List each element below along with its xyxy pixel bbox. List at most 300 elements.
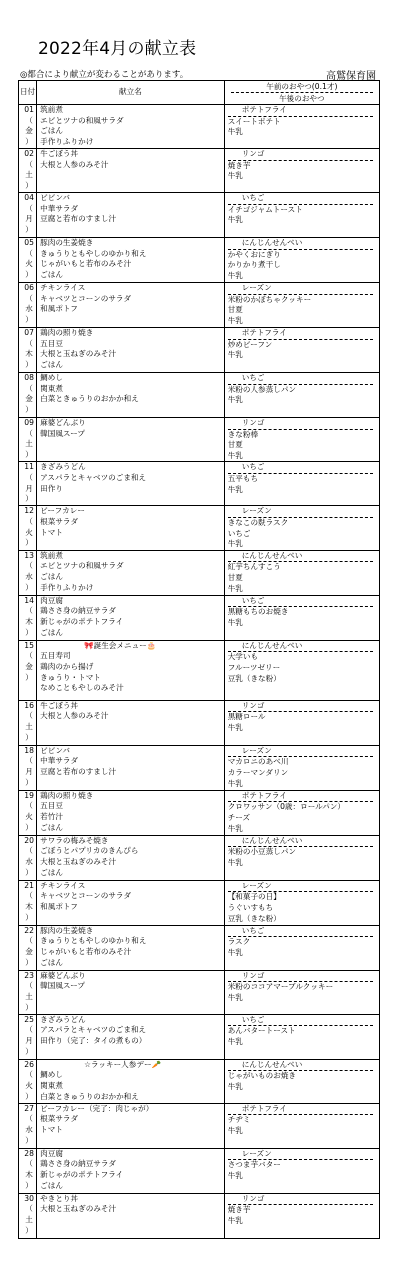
paren-open: （ <box>25 293 33 303</box>
paren-close: ） <box>25 1135 33 1145</box>
snack-pm: イチゴジャムトースト <box>227 204 303 214</box>
snack-cell <box>224 462 379 506</box>
snack-am: いちご <box>228 596 373 608</box>
snack-cell <box>224 283 379 328</box>
snack-am: いちご <box>228 373 373 385</box>
snack-pm: 牛乳 <box>227 450 243 460</box>
paren-open: （ <box>25 383 33 393</box>
paren-open: （ <box>25 1025 33 1035</box>
menu-row <box>19 880 380 925</box>
date-cell <box>19 925 37 970</box>
snack-pm: きな粉棒 <box>227 429 259 439</box>
snack-pm: 焼き芋 <box>227 160 251 170</box>
menu-cell <box>37 745 225 790</box>
menu-cell <box>37 193 225 238</box>
menu-item: エビとツナの和風サラダ <box>40 561 124 571</box>
snack-cell <box>224 506 379 550</box>
snack-cell <box>224 790 379 835</box>
menu-item: きざみうどん <box>40 1014 86 1024</box>
paren-open: （ <box>25 936 33 946</box>
snack-am: いちご <box>228 1015 373 1027</box>
snack-am: いちご <box>228 462 373 474</box>
snack-pm: 牛乳 <box>227 171 243 181</box>
date-cell <box>19 193 37 238</box>
date-cell <box>19 105 37 149</box>
menu-cell <box>37 595 225 640</box>
menu-item: チキンライス <box>40 880 86 890</box>
menu-item: 牛ごぼう丼 <box>40 149 79 158</box>
menu-row <box>19 595 380 640</box>
snack-cell <box>224 970 379 1014</box>
day-of-week: 水 <box>25 571 33 581</box>
snack-pm: 牛乳 <box>227 1125 243 1135</box>
menu-item: エビとツナの和風サラダ <box>40 115 124 125</box>
menu-item: 豆腐と若布のすまし汁 <box>40 766 117 776</box>
menu-cell <box>37 1148 225 1193</box>
day-of-week: 火 <box>25 1080 33 1090</box>
menu-row <box>19 149 380 193</box>
day-number: 21 <box>24 880 34 890</box>
menu-row <box>19 1014 380 1059</box>
menu-row <box>19 745 380 790</box>
day-number: 07 <box>24 328 34 337</box>
menu-row <box>19 790 380 835</box>
paren-open: （ <box>25 159 33 169</box>
menu-row <box>19 835 380 880</box>
paren-close: ） <box>25 1180 33 1190</box>
day-number: 18 <box>24 745 34 755</box>
paren-open: （ <box>25 338 33 348</box>
menu-cell <box>37 700 225 745</box>
day-of-week: 土 <box>25 1214 33 1224</box>
menu-item: 大根と玉ねぎのみそ汁 <box>40 349 117 359</box>
paren-open: （ <box>25 1114 33 1124</box>
menu-item: ごはん <box>40 822 63 832</box>
menu-item: 麻婆どんぶり <box>40 970 86 980</box>
paren-close: ） <box>25 582 33 592</box>
day-of-week: 水 <box>25 1124 33 1134</box>
snack-am: にんじんせんべい <box>228 551 373 563</box>
menu-item: 筑前煮 <box>40 550 63 560</box>
date-cell <box>19 640 37 700</box>
menu-cell <box>37 328 225 373</box>
paren-close: ） <box>25 269 33 279</box>
paren-open: （ <box>25 1204 33 1214</box>
paren-open: （ <box>25 203 33 213</box>
snack-cell <box>224 149 379 193</box>
menu-row <box>19 283 380 328</box>
menu-item: ごはん <box>40 957 63 967</box>
day-number: 09 <box>24 418 34 427</box>
snack-pm: 牛乳 <box>227 270 243 280</box>
menu-cell <box>37 640 225 700</box>
snack-pm: 牛乳 <box>227 1036 243 1046</box>
paren-open: （ <box>25 711 33 721</box>
snack-pm: 牛乳 <box>227 127 243 137</box>
date-cell <box>19 880 37 925</box>
paren-close: ） <box>25 672 33 682</box>
paren-open: （ <box>25 1159 33 1169</box>
menu-item: 根菜サラダ <box>40 1114 79 1124</box>
snack-pm: 牛乳 <box>227 315 243 325</box>
menu-item: キャベツとコーンのサラダ <box>40 293 132 303</box>
day-of-week: 水 <box>25 856 33 866</box>
menu-item: トマト <box>40 1124 63 1134</box>
snack-pm: 米粉の人参蒸しパン <box>227 384 297 394</box>
date-cell <box>19 1103 37 1148</box>
day-of-week: 水 <box>25 304 33 314</box>
paren-close: ） <box>25 494 33 504</box>
snack-cell <box>224 193 379 238</box>
snack-am: レーズン <box>228 283 373 295</box>
menu-cell <box>37 506 225 550</box>
paren-open: （ <box>25 516 33 526</box>
menu-item: ビーフカレー（完了：肉じゃが） <box>40 1103 154 1113</box>
snack-am: ポテトフライ <box>228 1104 373 1116</box>
menu-cell <box>37 790 225 835</box>
snack-cell <box>224 373 379 418</box>
day-number: 02 <box>24 149 34 158</box>
paren-close: ） <box>25 136 33 146</box>
snack-pm: 牛乳 <box>227 823 243 833</box>
menu-item: きゅうりともやしのゆかり和え <box>40 248 147 258</box>
menu-item: 和風ポトフ <box>40 304 78 314</box>
paren-close: ） <box>25 1091 33 1101</box>
menu-row <box>19 373 380 418</box>
date-cell <box>19 595 37 640</box>
day-number: 27 <box>24 1103 34 1113</box>
paren-close: ） <box>25 777 33 787</box>
snack-am: リンゴ <box>228 149 373 161</box>
menu-item: 鶏ささ身の納豆サラダ <box>40 1159 117 1169</box>
paren-close: ） <box>25 957 33 967</box>
snack-am: にんじんせんべい <box>228 1060 373 1072</box>
menu-item: 豚肉の生姜焼き <box>40 238 94 247</box>
snack-pm: ラスク <box>227 937 251 947</box>
menu-item: 和風ポトフ <box>40 901 78 911</box>
event-label: ☆ラッキー人参デー🥕 <box>84 1059 162 1069</box>
menu-cell <box>37 149 225 193</box>
snack-cell <box>224 880 379 925</box>
menu-item: 田作り（完了：タイの煮もの） <box>40 1035 147 1045</box>
snack-am: にんじんせんべい <box>228 641 373 653</box>
menu-item: 鯛めし <box>40 1070 63 1080</box>
date-cell <box>19 550 37 595</box>
paren-open: （ <box>25 248 33 258</box>
menu-item: きざみうどん <box>40 462 86 472</box>
day-number: 30 <box>24 1193 34 1203</box>
snack-cell <box>224 328 379 373</box>
day-of-week: 月 <box>25 766 33 776</box>
snack-am: レーズン <box>228 746 373 758</box>
menu-item: 新じゃがのポテトフライ <box>40 1169 124 1179</box>
menu-item: 手作りふりかけ <box>40 136 94 146</box>
paren-open: （ <box>25 891 33 901</box>
menu-item: チキンライス <box>40 283 86 292</box>
menu-item: キャベツとコーンのサラダ <box>40 891 132 901</box>
snack-pm: 甘夏 <box>227 305 243 315</box>
snack-pm: 黒糖もちのお焼き <box>227 607 289 617</box>
menu-item: 鶏ささ身の納豆サラダ <box>40 606 117 616</box>
snack-pm: チーズ <box>227 812 251 822</box>
menu-row <box>19 193 380 238</box>
paren-close: ） <box>25 1225 33 1235</box>
day-of-week: 土 <box>25 991 33 1001</box>
paren-close: ） <box>25 404 33 414</box>
day-of-week: 火 <box>25 811 33 821</box>
menu-cell <box>37 835 225 880</box>
day-of-week: 木 <box>25 1169 33 1179</box>
menu-item: 鶏肉の照り焼き <box>40 790 94 800</box>
paren-close: ） <box>25 314 33 324</box>
snack-am: にんじんせんべい <box>228 238 373 250</box>
day-number: 05 <box>24 238 34 247</box>
snack-pm: 牛乳 <box>227 350 243 360</box>
snack-cell <box>224 745 379 790</box>
snack-pm: かりかり煮干し <box>227 260 281 270</box>
day-number: 26 <box>24 1059 34 1069</box>
day-number: 14 <box>24 595 34 605</box>
day-of-week: 木 <box>25 349 33 359</box>
menu-item: 新じゃがのポテトフライ <box>40 616 124 626</box>
menu-item: 筑前煮 <box>40 105 63 114</box>
snack-am: レーズン <box>228 881 373 893</box>
menu-table <box>18 80 380 1239</box>
date-cell <box>19 462 37 506</box>
menu-item: ごはん <box>40 269 63 279</box>
paren-open: （ <box>25 981 33 991</box>
day-of-week: 月 <box>25 483 33 493</box>
menu-item: 若竹汁 <box>40 811 63 821</box>
menu-cell <box>37 550 225 595</box>
paren-close: ） <box>25 1002 33 1012</box>
paren-close: ） <box>25 1046 33 1056</box>
menu-item: ビーフカレー <box>40 506 85 516</box>
snack-pm: 甘夏 <box>227 572 243 582</box>
menu-cell <box>37 462 225 506</box>
header-snack-am: 午前のおやつ(0.1才) <box>231 81 373 93</box>
menu-item: 鶏肉のから揚げ <box>40 661 94 671</box>
date-cell <box>19 745 37 790</box>
menu-cell <box>37 105 225 149</box>
menu-item: 関東煮 <box>40 383 63 393</box>
snack-pm: クロワッサン（0歳：ロールパン） <box>227 802 345 812</box>
date-cell <box>19 1193 37 1238</box>
header-date: 日付 <box>19 81 37 105</box>
snack-pm: スイートポテト <box>227 116 281 126</box>
snack-am: リンゴ <box>228 971 373 983</box>
snack-cell <box>224 238 379 283</box>
snack-pm: 牛乳 <box>227 395 243 405</box>
paren-open: （ <box>25 1070 33 1080</box>
snack-am: レーズン <box>228 1149 373 1161</box>
snack-pm: チヂミ <box>227 1115 251 1125</box>
snack-cell <box>224 925 379 970</box>
menu-item: ごはん <box>40 627 63 637</box>
menu-cell <box>37 283 225 328</box>
menu-cell <box>37 418 225 462</box>
paren-open: （ <box>25 756 33 766</box>
paren-open: （ <box>25 428 33 438</box>
snack-pm: 牛乳 <box>227 484 243 494</box>
snack-pm: きなこの麩ラスク <box>227 517 289 527</box>
day-number: 22 <box>24 925 34 935</box>
menu-item: 中華サラダ <box>40 756 79 766</box>
paren-open: （ <box>25 561 33 571</box>
menu-row <box>19 925 380 970</box>
day-of-week: 金 <box>25 946 33 956</box>
menu-item: ごはん <box>40 1180 63 1190</box>
menu-item: サワラの梅みそ焼き <box>40 835 109 845</box>
menu-item: 麻婆どんぶり <box>40 418 86 427</box>
menu-row <box>19 1193 380 1238</box>
menu-item: 肉豆腐 <box>40 1148 63 1158</box>
snack-pm: 米粉の小豆蒸しパン <box>227 847 297 857</box>
snack-pm: 牛乳 <box>227 947 243 957</box>
snack-pm: 牛乳 <box>227 215 243 225</box>
menu-cell <box>37 1059 225 1103</box>
snack-am: ポテトフライ <box>228 328 373 340</box>
snack-pm: 米粉のかぼちゃクッキー <box>227 294 312 304</box>
day-number: 19 <box>24 790 34 800</box>
snack-pm: 焼き芋 <box>227 1205 251 1215</box>
paren-open: （ <box>25 115 33 125</box>
snack-pm: 炒めビーフン <box>227 339 273 349</box>
menu-item: 中華サラダ <box>40 203 79 213</box>
menu-item: 豆腐と若布のすまし汁 <box>40 214 117 224</box>
snack-am: リンゴ <box>228 1194 373 1206</box>
menu-item: ごはん <box>40 126 63 136</box>
menu-cell <box>37 1014 225 1059</box>
date-cell <box>19 149 37 193</box>
menu-item: 大根と人参のみそ汁 <box>40 159 109 169</box>
day-of-week: 土 <box>25 170 33 180</box>
menu-item: じゃがいもと若布のみそ汁 <box>40 259 132 269</box>
snack-pm: 大学いも <box>227 652 259 662</box>
snack-pm: 紅芋ちんすこう <box>227 562 281 572</box>
menu-row <box>19 1059 380 1103</box>
menu-item: 豚肉の生姜焼き <box>40 925 94 935</box>
date-cell <box>19 1059 37 1103</box>
school-name: 高鷲保育園 <box>326 71 376 82</box>
day-number: 20 <box>24 835 34 845</box>
menu-row <box>19 462 380 506</box>
snack-cell <box>224 1014 379 1059</box>
header-snack-pm: 午後のおやつ <box>279 94 325 103</box>
snack-pm: 甘夏 <box>227 440 243 450</box>
paren-close: ） <box>25 912 33 922</box>
menu-item: 関東煮 <box>40 1080 63 1090</box>
menu-item: 根菜サラダ <box>40 516 79 526</box>
paren-close: ） <box>25 867 33 877</box>
menu-item: 牛ごぼう丼 <box>40 700 79 710</box>
paren-close: ） <box>25 224 33 234</box>
day-number: 06 <box>24 283 34 292</box>
day-of-week: 木 <box>25 901 33 911</box>
snack-pm: 牛乳 <box>227 722 243 732</box>
menu-item: なめこともやしのみそ汁 <box>40 683 124 693</box>
event-label: 🎀誕生会メニュー🎂 <box>84 640 157 650</box>
menu-item: 肉豆腐 <box>40 595 63 605</box>
menu-item: きゅうりともやしのゆかり和え <box>40 936 147 946</box>
menu-item: ビビンバ <box>40 193 70 202</box>
snack-am: いちご <box>228 926 373 938</box>
day-number: 28 <box>24 1148 34 1158</box>
page-title: 2022年4月の献立表 <box>38 39 197 59</box>
menu-item: 鶏肉の照り焼き <box>40 328 94 337</box>
day-number: 01 <box>24 105 34 114</box>
snack-cell <box>224 835 379 880</box>
menu-cell <box>37 238 225 283</box>
snack-pm: うぐいすもち <box>227 902 274 912</box>
day-of-week: 火 <box>25 259 33 269</box>
menu-row <box>19 238 380 283</box>
snack-am: リンゴ <box>228 418 373 430</box>
paren-open: （ <box>25 846 33 856</box>
menu-row <box>19 1103 380 1148</box>
menu-item: ごぼうとパプリカのきんぴら <box>40 846 139 856</box>
menu-item: やきとり丼 <box>40 1193 79 1203</box>
paren-close: ） <box>25 180 33 190</box>
date-cell <box>19 238 37 283</box>
paren-close: ） <box>25 449 33 459</box>
snack-am: レーズン <box>228 506 373 518</box>
snack-cell <box>224 418 379 462</box>
paren-close: ） <box>25 627 33 637</box>
snack-cell <box>224 595 379 640</box>
menu-item: ごはん <box>40 359 63 369</box>
menu-item: 田作り <box>40 483 63 493</box>
day-number: 16 <box>24 700 34 710</box>
paren-open: （ <box>25 606 33 616</box>
menu-item: 五目寿司 <box>40 651 71 661</box>
menu-item: ごはん <box>40 571 63 581</box>
day-number: 23 <box>24 970 34 980</box>
snack-pm: いちご <box>227 528 251 538</box>
menu-cell <box>37 373 225 418</box>
snack-cell <box>224 640 379 700</box>
date-cell <box>19 506 37 550</box>
snack-pm: 牛乳 <box>227 1081 243 1091</box>
menu-cell <box>37 880 225 925</box>
date-cell <box>19 1148 37 1193</box>
menu-cell <box>37 1103 225 1148</box>
day-number: 04 <box>24 193 34 202</box>
day-number: 13 <box>24 550 34 560</box>
menu-item: 大根と玉ねぎのみそ汁 <box>40 1204 117 1214</box>
snack-pm: 牛乳 <box>227 778 243 788</box>
menu-item: 大根と玉ねぎのみそ汁 <box>40 856 117 866</box>
date-cell <box>19 970 37 1014</box>
menu-cell <box>37 1193 225 1238</box>
menu-item: 五目豆 <box>40 801 63 811</box>
snack-pm: 五平もち <box>227 473 259 483</box>
snack-pm: 牛乳 <box>227 1215 243 1225</box>
menu-body <box>19 105 380 1239</box>
snack-pm: カラーマンダリン <box>227 767 289 777</box>
menu-item: 白菜ときゅうりのおかか和え <box>40 394 139 404</box>
header-menu: 献立名 <box>37 81 225 105</box>
notice-text: ◎都合により献立が変わることがあります。 <box>20 70 189 80</box>
paren-close: ） <box>25 822 33 832</box>
day-of-week: 月 <box>25 1035 33 1045</box>
day-of-week: 火 <box>25 527 33 537</box>
menu-item: じゃがいもと若布のみそ汁 <box>40 946 132 956</box>
menu-row <box>19 700 380 745</box>
snack-cell <box>224 1148 379 1193</box>
menu-row <box>19 506 380 550</box>
snack-cell <box>224 105 379 149</box>
